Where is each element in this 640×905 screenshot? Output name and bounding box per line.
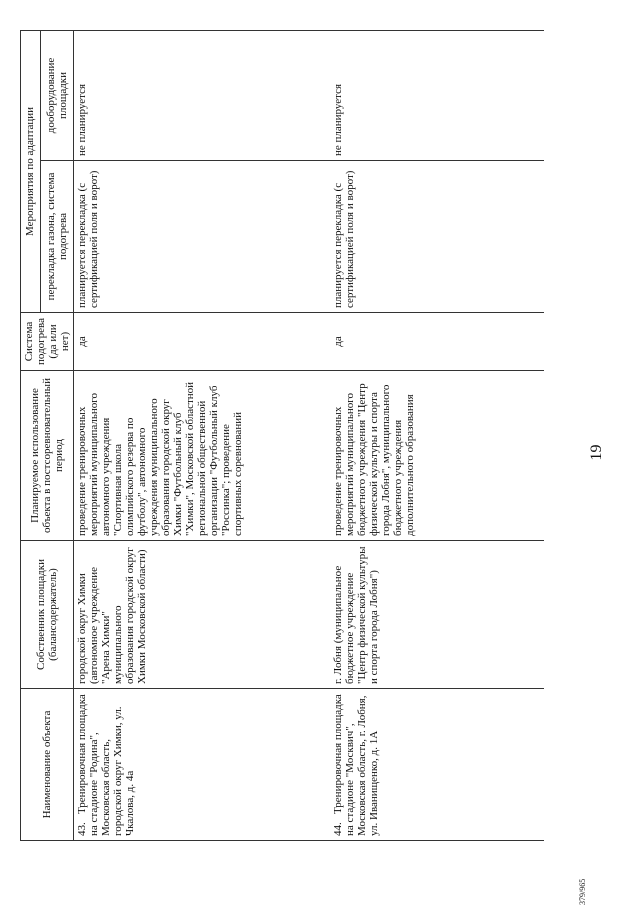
- document-id: 379/965: [578, 878, 587, 905]
- header-use: Планируемое использование объекта в постсоревновательный период: [21, 371, 74, 541]
- header-heating: Система подогрева (да или нет): [21, 313, 74, 371]
- cell-use: проведение тренировочных мероприятий муниципального бюджетного учреждения "Центр физической культуры и спорта города Лобня", муниципального бюджетного учреждения дополнительного образования: [330, 371, 544, 541]
- cell-measure-equipment: не планируется: [74, 30, 331, 160]
- header-name: Наименование объекта: [21, 689, 74, 841]
- header-measure-turf: перекладка газона, система подогрева: [40, 161, 73, 313]
- header-row: [21, 30, 41, 840]
- object-name: Тренировочная площадка на стадионе "Москвич", Московская область, г. Лобня, ул. Иванищенко, д. 1А: [332, 694, 380, 836]
- cell-use: проведение тренировочных мероприятий муниципального автономного учреждения "Спортивная школа олимпийского резерва по футболу", автономного учреждения муниципального образования городской округ Химки "Футбольный клуб "Химки", Московской областной региональной общественной организации "Футбольный клуб "Россинка"; проведение спортивных соревнований: [74, 371, 331, 541]
- header-measures: Мероприятия по адаптации: [21, 30, 41, 312]
- cell-owner: г. Лобня (муниципальное бюджетное учреждение "Центр физической культуры и спорта города Лобня"): [330, 541, 544, 689]
- header-measure-equipment: дооборудование площадки: [40, 30, 73, 160]
- cell-name: [330, 689, 544, 841]
- row-number: 43.: [76, 822, 88, 836]
- table-row: [74, 30, 331, 840]
- cell-owner: городской округ Химки (автономное учреждение "Арена Химки" муниципального образования городской округ Химки Московской области): [74, 541, 331, 689]
- cell-heating: да: [330, 313, 544, 371]
- page-number: 19: [588, 444, 605, 461]
- objects-table: [20, 30, 544, 841]
- table-row: [330, 30, 544, 840]
- object-name: Тренировочная площадка на стадионе "Родина", Московская область, городской округ Химки, ул. Чкалова, д. 4а: [76, 694, 136, 836]
- cell-measure-equipment: не планируется: [330, 30, 544, 160]
- row-number: 44.: [332, 822, 344, 836]
- cell-measure-turf: планируется перекладка (с сертификацией поля и ворот): [330, 161, 544, 313]
- header-owner: Собственник площадки (балансодержатель): [21, 541, 74, 689]
- cell-name: [74, 689, 331, 841]
- cell-heating: да: [74, 313, 331, 371]
- cell-measure-turf: планируется перекладка (с сертификацией поля и ворот): [74, 161, 331, 313]
